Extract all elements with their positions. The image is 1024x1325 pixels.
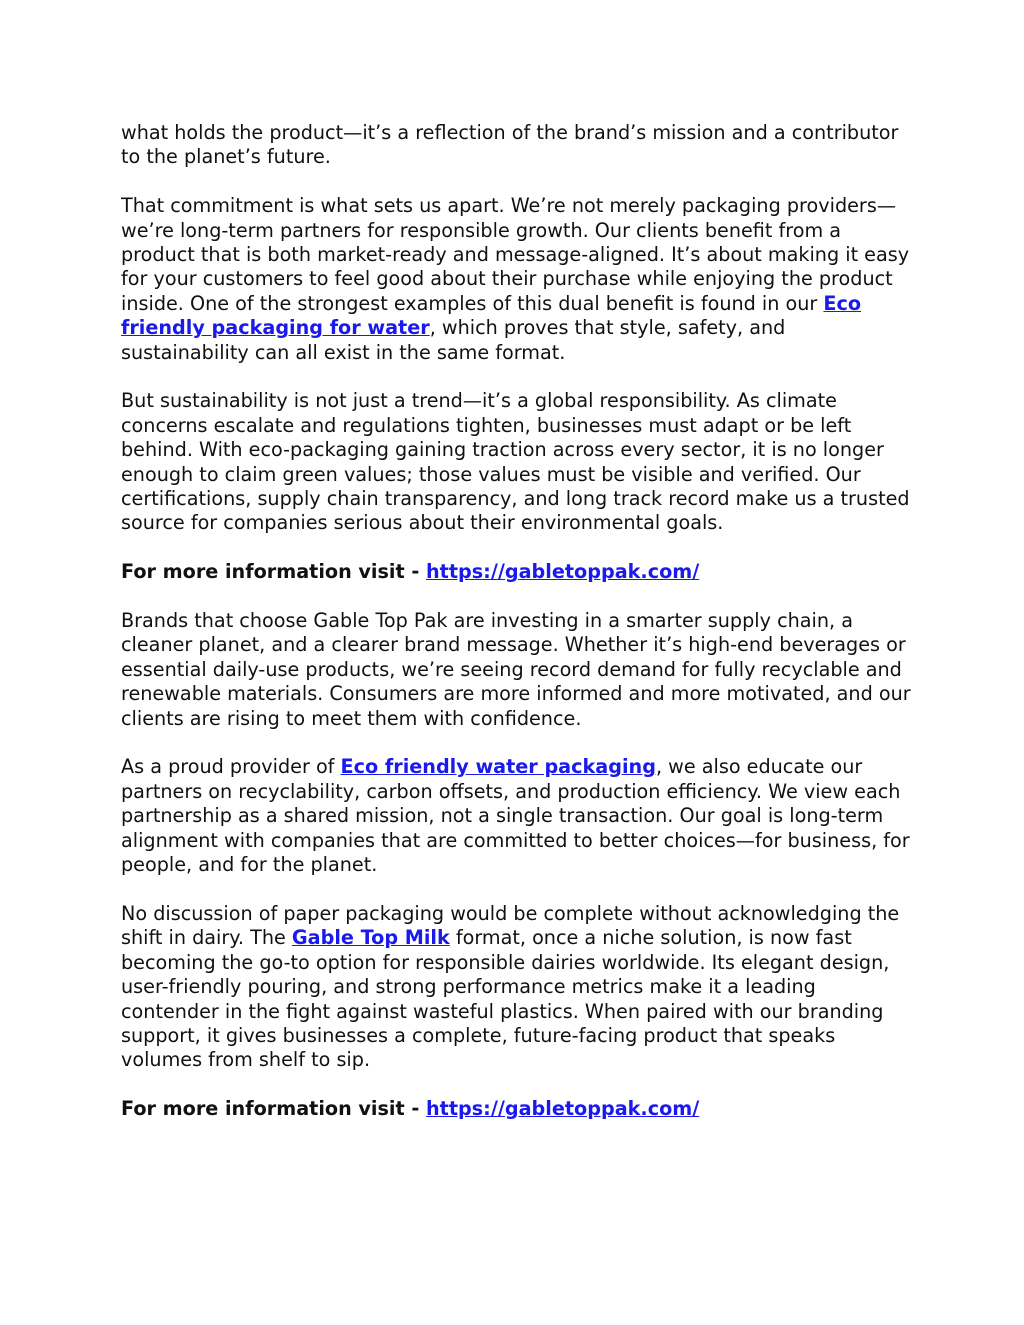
more-info-line-1 [121,560,911,584]
paragraph-dairy [121,902,911,1073]
website-link[interactable]: https://gabletoppak.com/ [426,1097,700,1121]
paragraph-text: , we also educate our partners on recyclability, carbon offsets, and production efficiency. We view each partnership as a shared mission, not a single transaction. Our goal is long-term alignment with companies that are committed to better choices—for business, for people, and for the planet. [121,755,910,877]
paragraph-text: , which proves that style, safety, and sustainability can all exist in the same format. [121,316,786,364]
more-info-line-2 [121,1097,911,1121]
paragraph-text: what holds the product—it’s a reflection of the brand’s mission and a contributor to the planet’s future. [121,121,899,169]
paragraph-provider [121,755,911,877]
gable-top-milk-link[interactable]: Gable Top Milk [291,926,450,950]
paragraph-text: Brands that choose Gable Top Pak are investing in a smarter supply chain, a cleaner planet, and a clearer brand message. Whether it’s high-end beverages or essential daily-use products, we’re seeing record demand for fully recyclable and renewable materials. Consumers are more informed and more motivated, and our clients are rising to meet them with confidence. [121,609,911,730]
paragraph-text: As a proud provider of [121,755,341,779]
paragraph-intro-continuation [121,121,911,170]
document-page [121,121,911,1146]
eco-water-packaging-link[interactable]: Eco friendly water packaging [340,755,656,779]
paragraph-text: No discussion of paper packaging would be complete without acknowledging the shift in dairy. The [121,901,900,950]
eco-packaging-water-link[interactable]: Eco friendly packaging for water [121,291,862,340]
paragraph-text: That commitment is what sets us apart. We’re not merely packaging providers—we’re long-term partners for responsible growth. Our clients benefit from a product that is both market-ready and message-aligned. It’s about making it easy for your customers to feel good about their purchase while enjoying the product inside. One of the strongest examples of this dual benefit is found in our [121,194,910,315]
more-info-label: For more information visit - [121,1097,427,1121]
paragraph-text: format, once a niche solution, is now fast becoming the go-to option for responsible dairies worldwide. Its elegant design, user-friendly pouring, and strong performance metrics make it a leading contender in the fight against wasteful plastics. When paired with our branding support, it gives businesses a complete, future-facing product that speaks volumes from shelf to sip. [121,926,890,1072]
website-link[interactable]: https://gabletoppak.com/ [426,560,700,584]
paragraph-sustainability [121,389,911,535]
more-info-label: For more information visit - [121,560,427,584]
paragraph-text: But sustainability is not just a trend—it’s a global responsibility. As climate concerns escalate and regulations tighten, businesses must adapt or be left behind. With eco-packaging gaining traction across every sector, it is no longer enough to claim green values; those values must be visible and verified. Our certifications, supply chain transparency, and long track record make us a trusted source for companies serious about their environmental goals. [121,389,910,535]
paragraph-commitment [121,194,911,365]
paragraph-brands [121,609,911,731]
